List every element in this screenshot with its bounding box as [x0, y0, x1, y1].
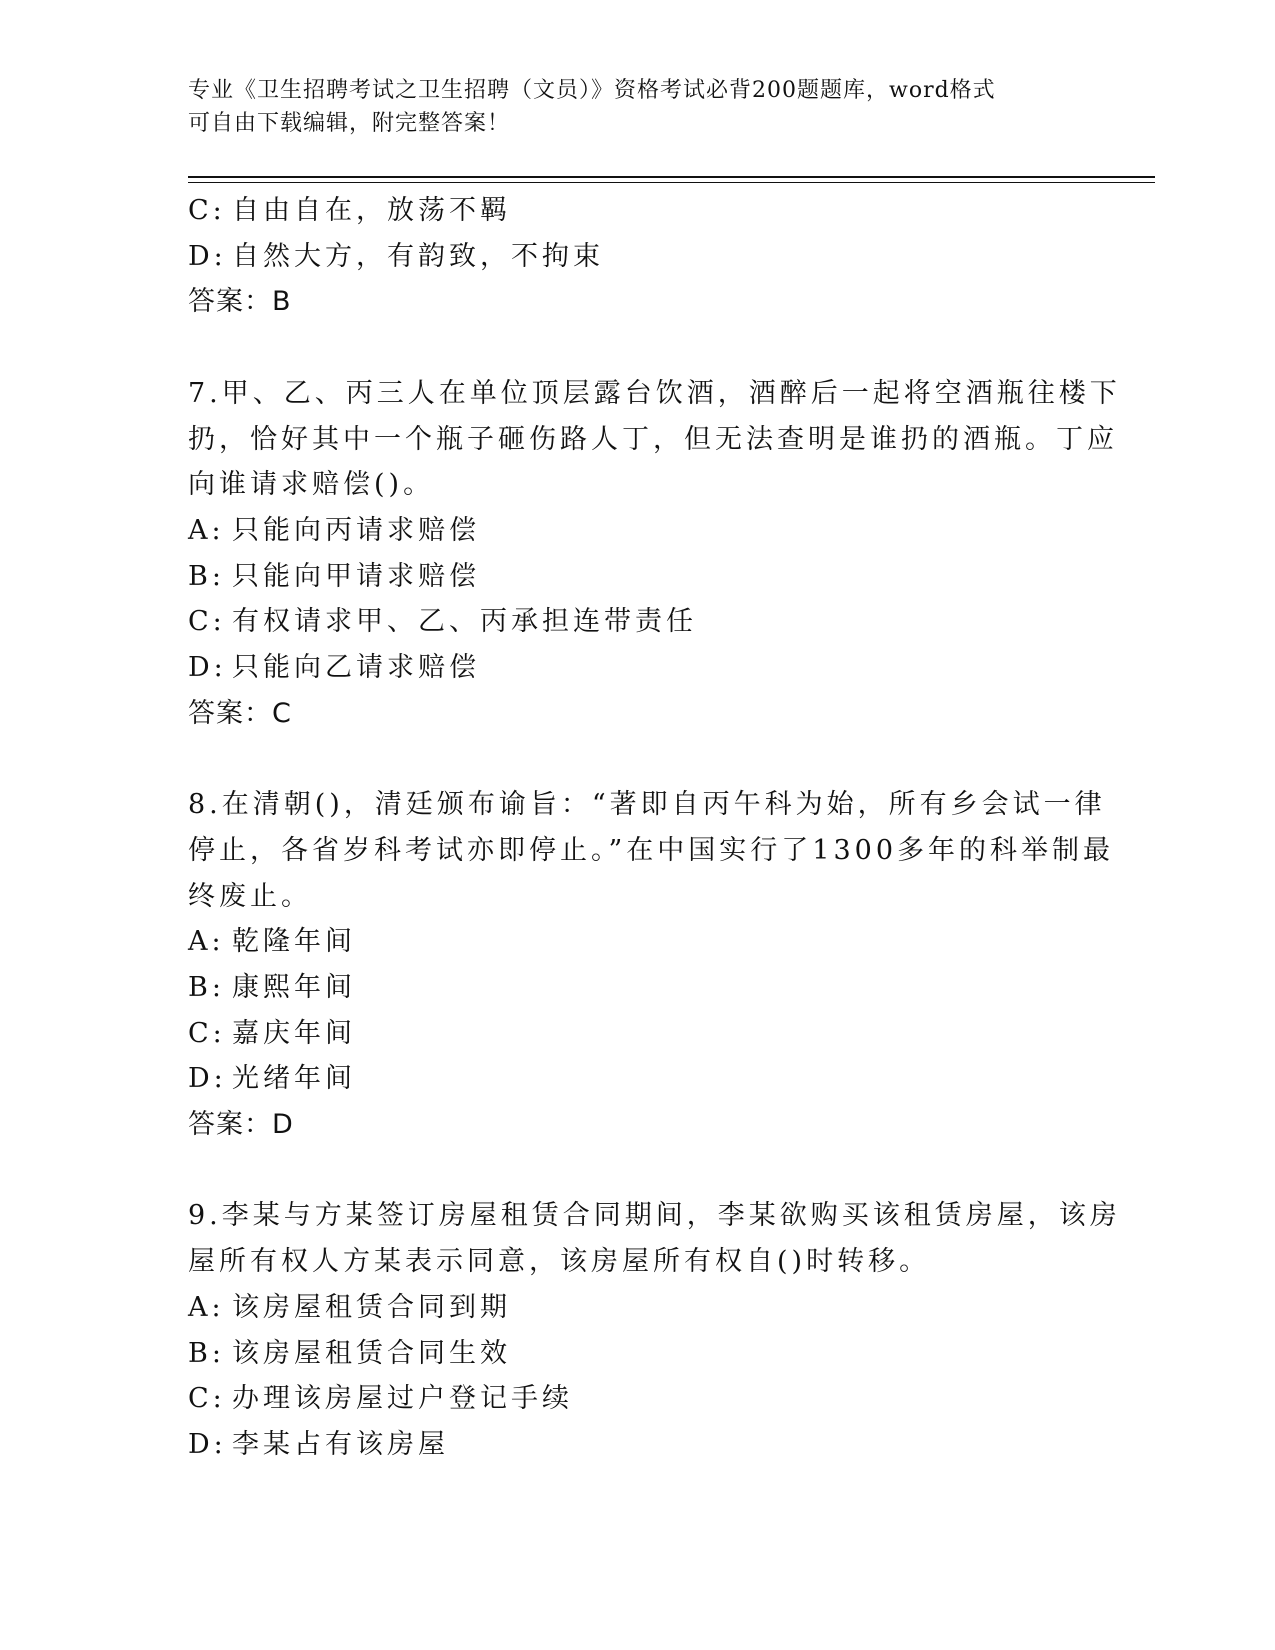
option-b: B: 康熙年间	[188, 971, 356, 1003]
option-b: B: 该房屋租赁合同生效	[188, 1337, 511, 1369]
spacer	[188, 736, 1088, 782]
question-stem-line: 屋所有权人方某表示同意，该房屋所有权自()时转移。	[188, 1246, 931, 1278]
question-stem-line: 终废止。	[188, 880, 312, 912]
answer-line: 答案：D	[188, 1109, 294, 1141]
option-b: B: 只能向甲请求赔偿	[188, 560, 480, 592]
question-stem-line: 扔，恰好其中一个瓶子砸伤路人丁，但无法查明是谁扔的酒瓶。丁应	[188, 423, 1118, 455]
question-9	[188, 1193, 1121, 1467]
option-d: D: 光绪年间	[188, 1063, 356, 1095]
option-d: D: 自然大方，有韵致，不拘束	[188, 240, 604, 272]
question-7	[188, 371, 1121, 737]
option-c: C: 有权请求甲、乙、丙承担连带责任	[188, 606, 697, 638]
option-a: A: 该房屋租赁合同到期	[188, 1291, 511, 1323]
question-stem-line: 9.李某与方某签订房屋租赁合同期间，李某欲购买该租赁房屋，该房	[188, 1200, 1121, 1232]
option-d: D: 只能向乙请求赔偿	[188, 652, 480, 684]
question-list	[188, 188, 1121, 1468]
question-stem-line: 停止，各省岁科考试亦即停止。”在中国实行了1300多年的科举制最	[188, 834, 1115, 866]
answer-line: 答案：C	[188, 697, 292, 729]
question-8	[188, 782, 1115, 1148]
header-rule-thin	[188, 182, 1155, 183]
question-stem-line: 7.甲、乙、丙三人在单位顶层露台饮酒，酒醉后一起将空酒瓶往楼下	[188, 377, 1121, 409]
header-rule-thick	[188, 176, 1155, 178]
spacer	[188, 325, 1088, 371]
question-6-tail	[188, 188, 1088, 325]
option-c: C: 自由自在，放荡不羁	[188, 195, 511, 226]
header-title-line-1: 专业《卫生招聘考试之卫生招聘（文员）》资格考试必背200题题库，word格式	[188, 78, 996, 103]
spacer	[188, 1148, 1088, 1194]
header-title-line-2: 可自由下载编辑，附完整答案！	[188, 111, 511, 136]
option-c: C: 嘉庆年间	[188, 1017, 356, 1049]
answer-line: 答案：B	[188, 286, 292, 318]
option-a: A: 只能向丙请求赔偿	[188, 514, 480, 546]
option-c: C: 办理该房屋过户登记手续	[188, 1383, 573, 1415]
option-d: D: 李某占有该房屋	[188, 1428, 449, 1460]
document-header	[188, 74, 1088, 140]
option-a: A: 乾隆年间	[188, 926, 356, 958]
question-stem-line: 向谁请求赔偿()。	[188, 469, 435, 501]
question-stem-line: 8.在清朝()，清廷颁布谕旨：“著即自丙午科为始，所有乡会试一律	[188, 789, 1106, 821]
